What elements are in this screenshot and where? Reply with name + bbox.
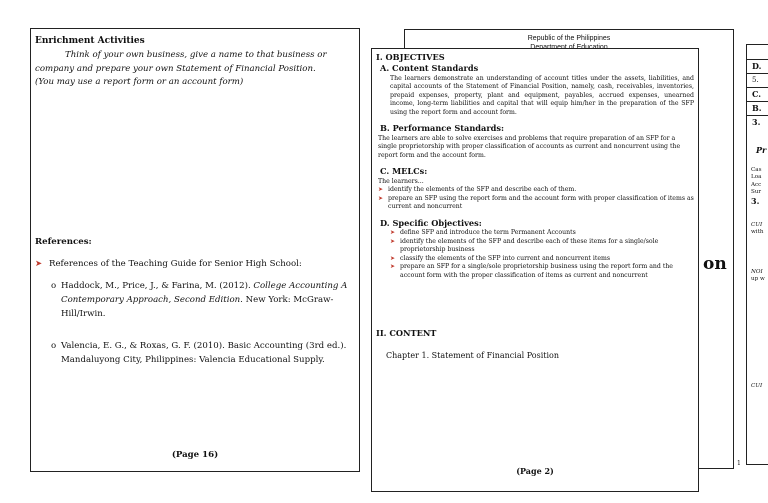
circle-bullet-icon: o [51, 340, 57, 351]
references-lead [35, 258, 355, 272]
arrow-bullet-icon: ➤ [390, 237, 396, 245]
content-standards-text: The learners demonstrate an understanding of account titles under the assets, liabilities, and capital accounts of the Statement of Financial Position, namely, cash, receivables, inventories, prepaid expenses, property, plant and equipment, payables, accrued expenses, unearned income, long-term liabilities and capital that will equip him/her in the preparation of the SFP using the report form and account form. [390, 74, 694, 116]
table-row: B. [747, 102, 768, 116]
page-number-label: (Page 16) [171, 450, 219, 461]
specific-objective-item [390, 238, 694, 255]
arrow-bullet-icon: ➤ [378, 186, 384, 194]
reference-1-publisher: New York: McGraw-Hill/Irwin. [61, 295, 334, 320]
objectives-heading: I. OBJECTIVES [376, 52, 445, 62]
performance-standards-text: The learners are able to solve exercises and problems that require preparation of an SFP for a single proprietorship with proper classification of accounts as current and noncurrent using the report form and the account form. [378, 134, 681, 159]
reference-item [51, 340, 355, 368]
reference-1-title: College Accounting A Contemporary Approach, Second Edition. [61, 281, 348, 306]
circle-bullet-icon: o [51, 281, 57, 292]
right-document-page [746, 44, 768, 465]
table-row: 5. [747, 74, 768, 88]
reference-item [51, 280, 355, 322]
enrichment-heading: Enrichment Activities [35, 36, 145, 46]
partial-line: NOI [751, 268, 763, 275]
partial-line: CUI [751, 222, 763, 229]
melcs-intro: The learners... [378, 177, 424, 185]
specific-objective-item [390, 263, 694, 280]
specific-objective-item [390, 255, 694, 264]
table-row: 3. [752, 117, 761, 127]
melcs-heading: C. MELCs: [380, 166, 428, 177]
page-number-label: (Page 2) [516, 465, 554, 476]
republic-header: Republic of the Philippines [527, 35, 611, 42]
partial-line: Cas [751, 167, 762, 173]
reference-1-authors: Haddock, M., Price, J., & Farina, M. (2012). [61, 281, 251, 292]
arrow-bullet-icon: ➤ [390, 254, 396, 262]
page-number: 1 [737, 460, 741, 467]
melc-text: prepare an SFP using the report form and the account form with proper classification of items as current and noncurrent [388, 194, 694, 211]
arrow-bullet-icon: ➤ [378, 194, 384, 202]
objectives-page [371, 48, 699, 492]
partial-line: Acc [751, 181, 762, 188]
performance-standards-heading: B. Performance Standards: [380, 123, 504, 134]
arrow-bullet-icon: ➤ [390, 229, 396, 237]
partial-heading: Pr [756, 145, 767, 155]
content-heading: II. CONTENT [376, 328, 437, 339]
specific-objectives-heading: D. Specific Objectives: [380, 217, 482, 228]
arrow-bullet-icon: ➤ [35, 259, 43, 270]
partial-number: 3. [751, 196, 760, 207]
melc-text: identify the elements of the SFP and describe each of them. [388, 186, 577, 194]
references-lead-text: References of the Teaching Guide for Senior High School: [49, 259, 302, 270]
instructions-line-1: Think of your own business, give a name to that business or [65, 49, 327, 60]
enrichment-page [30, 28, 360, 472]
specific-objective-text: define SFP and introduce the term Permanent Accounts [400, 229, 576, 237]
specific-objective-item [390, 229, 694, 238]
partial-line: Loa [751, 174, 762, 181]
partial-line: up w [751, 275, 765, 282]
melc-item [378, 186, 694, 195]
arrow-bullet-icon: ➤ [390, 263, 396, 271]
content-standards-heading: A. Content Standards [380, 63, 479, 74]
specific-objective-text: identify the elements of the SFP and describe each of these items for a single/sole proprietorship business [400, 237, 659, 254]
back-page-title-fragment: on [703, 254, 727, 274]
references-title: References: [35, 237, 92, 248]
partial-line: with [751, 229, 764, 236]
partial-line: Sur [751, 188, 762, 195]
chapter-title: Chapter 1. Statement of Financial Position [386, 350, 559, 360]
partial-line: CUI [751, 383, 763, 390]
specific-objective-text: prepare an SFP for a single/sole proprietorship business using the report form and the account form with the proper classification of items as current and noncurrent [400, 263, 673, 279]
reference-2-text: Valencia, E. G., & Roxas, G. F. (2010). Basic Accounting (3rd ed.). Mandaluyong City, Philippines: Valencia Educational Supply. [61, 340, 347, 365]
table-row: D. [747, 59, 768, 74]
specific-objective-text: classify the elements of the SFP into current and noncurrent items [400, 254, 611, 262]
melc-item [378, 195, 694, 212]
instructions-line-3: (You may use a report form or an account form) [35, 77, 244, 88]
instructions-line-2: company and prepare your own Statement of Financial Position. [35, 63, 316, 74]
table-row: C. [747, 88, 768, 102]
